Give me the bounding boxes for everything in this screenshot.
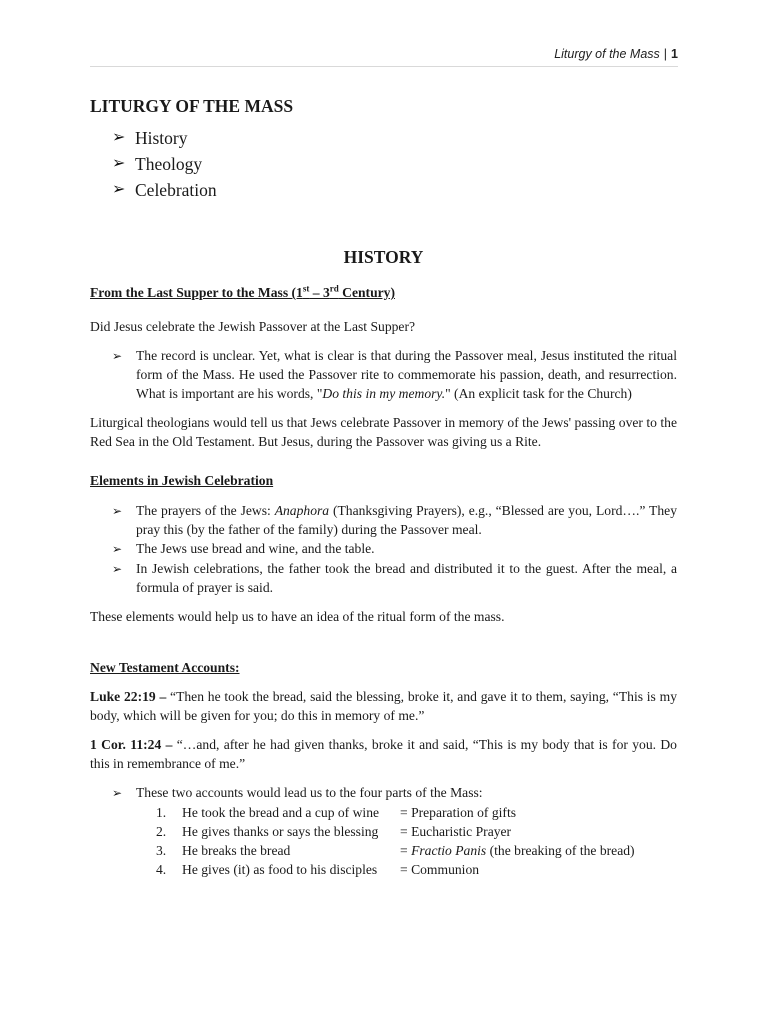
mass-part-item: 4. He gives (it) as food to his disciples = Communion <box>156 862 480 877</box>
accounts-list <box>90 783 677 803</box>
page-header <box>90 44 678 67</box>
subheading-elements: Elements in Jewish Celebration <box>90 473 274 488</box>
list-item: ➢ The Jews use bread and wine, and the table. <box>90 539 677 559</box>
theologians-paragraph: Liturgical theologians would tell us that Jews celebrate Passover in memory of the Jews' passing over to the Red Sea in the Old Testament. But Jesus, during the Passover was giving us a Rite. <box>90 415 677 449</box>
question-paragraph: Did Jesus celebrate the Jewish Passover at the Last Supper? <box>90 319 416 334</box>
arrow-bullet-icon: ➢ <box>112 155 126 172</box>
arrow-bullet-icon: ➢ <box>112 562 123 576</box>
arrow-bullet-icon: ➢ <box>112 786 123 800</box>
luke-paragraph: Luke 22:19 – “Then he took the bread, said the blessing, broke it, and gave it to them, saying, “This is my body, which will be given for you; do this in memory of me.” <box>90 689 677 723</box>
section-heading-history: HISTORY <box>343 247 424 267</box>
document-title: LITURGY OF THE MASS <box>90 96 294 116</box>
corinthians-paragraph: 1 Cor. 11:24 – “…and, after he had given thanks, broke it and said, “This is my body that is for you. Do this in remembrance of me.” <box>90 737 677 771</box>
mass-part-item: 2. He gives thanks or says the blessing = Eucharistic Prayer <box>156 824 512 839</box>
document-body <box>90 96 677 879</box>
mass-part-item: 3. He breaks the bread = Fractio Panis (the breaking of the bread) <box>156 843 635 858</box>
arrow-bullet-icon: ➢ <box>112 181 126 198</box>
list-item: ➢ In Jewish celebrations, the father took the bread and distributed it to the guest. After the meal, a formula of prayer is said. <box>112 561 677 595</box>
outline-item: ➢ Celebration <box>90 177 677 203</box>
page-number: 1 <box>671 47 678 61</box>
record-list <box>90 346 677 403</box>
outline-list <box>90 125 677 203</box>
list-item: ➢ The prayers of the Jews: Anaphora (Thanksgiving Prayers), e.g., “Blessed are you, Lord….” They pray this (by the father of the family) during the Passover meal. <box>112 503 677 537</box>
elements-summary: These elements would help us to have an idea of the ritual form of the mass. <box>90 609 505 624</box>
outline-item: ➢ History <box>90 125 677 151</box>
elements-list <box>90 501 677 597</box>
header-separator: | <box>663 47 668 61</box>
outline-item: ➢ Theology <box>90 151 677 177</box>
mass-part-item: 1. He took the bread and a cup of wine = Preparation of gifts <box>156 805 517 820</box>
subheading-new-testament: New Testament Accounts: <box>90 660 240 675</box>
arrow-bullet-icon: ➢ <box>112 129 126 146</box>
arrow-bullet-icon: ➢ <box>112 349 123 363</box>
list-item: ➢ These two accounts would lead us to the four parts of the Mass: <box>90 783 677 803</box>
arrow-bullet-icon: ➢ <box>112 542 123 556</box>
arrow-bullet-icon: ➢ <box>112 504 123 518</box>
header-title: Liturgy of the Mass <box>554 47 660 61</box>
list-item: ➢ The record is unclear. Yet, what is clear is that during the Passover meal, Jesus instituted the ritual form of the Mass. He used the Passover rite to commemorate his passion, death, and resurrection. What is important are his words, "Do this in my memory." (An explicit task for the Church) <box>112 348 677 401</box>
mass-parts-list <box>90 803 677 879</box>
subheading-last-supper: From the Last Supper to the Mass (1st – 3rd Century) <box>90 283 395 300</box>
